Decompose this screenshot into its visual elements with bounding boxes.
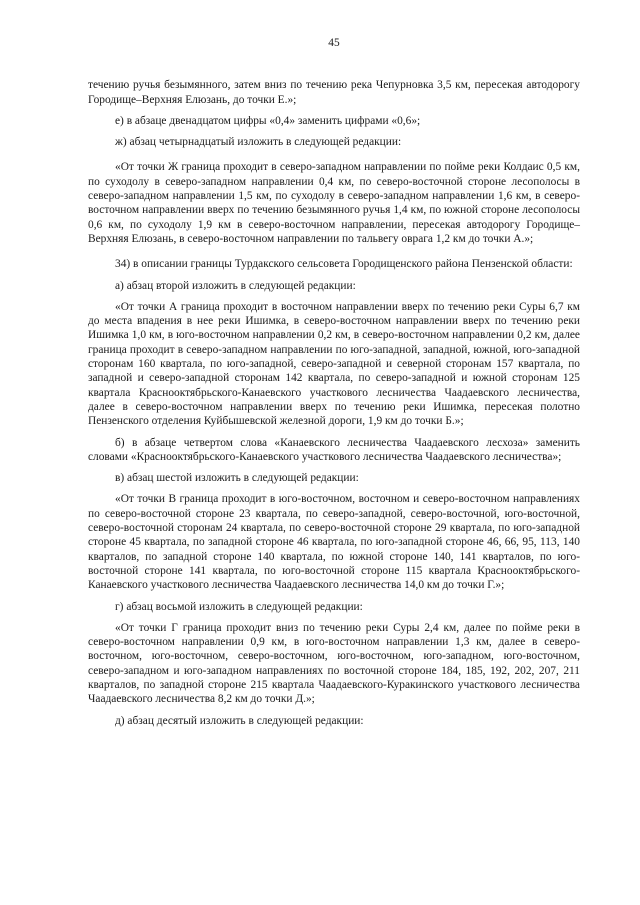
paragraph-3: ж) абзац четырнадцатый изложить в следующей редакции: — [115, 136, 402, 149]
page-number: 45 — [328, 37, 340, 49]
paragraph-12: «От точки Г граница проходит вниз по течению реки Суры 2,4 км, далее по пойме реки в северо-восточном направлении 0,9 км, в юго-восточном направлении 1,3 км, далее в северо-восточном, юго-восточном, северо-восточном, юго-восточном, юго-западном, юго-восточном, северо-западном и юго-западном направлениях по восточной стороне 184, 185, 192, 202, 207, 211 кварталов, по западной стороне 215 квартала Чаадаевского-Куракинского участкового лесничества Чаадаевского лесничества 8,2 км до точки Д.»; — [88, 621, 580, 706]
paragraph-13: д) абзац десятый изложить в следующей редакции: — [115, 714, 364, 727]
paragraph-1: течению ручья безымянного, затем вниз по течению река Чепурновка 3,5 км, пересекая автодорогу Городище–Верхняя Елюзань, до точки Е.»; — [88, 79, 580, 106]
paragraph-7: «От точки А граница проходит в восточном направлении вверх по течению реки Суры 6,7 км до места впадения в нее реки Ишимка, в северо-восточном направлении вверх по течению реки Ишимка 1,0 км, в юго-восточном направлении 0,2 км, в северо-восточном направлении 0,2 км, далее граница проходит в северо-западном направлении по юго-западной, западной, южной, юго-западной сторонам 160 квартала, по юго-западной, северо-западной и северной сторонам 157 квартала, по западной и северо-западной сторонам 142 квартала, по северо-западной и южной сторонам 125 квартала Краснооктябрьского-Канаевского участкового лесничества Чаадаевского лесничества, далее в северо-восточном направлении вверх по течению реки Ишимка, пересекая полотно Пензенского отделения Куйбышевской железной дороги, 1,9 км до точки Б.»; — [88, 300, 580, 428]
paragraph-11: г) абзац восьмой изложить в следующей редакции: — [115, 600, 363, 613]
paragraph-10: «От точки В граница проходит в юго-восточном, восточном и северо-восточном направлениях по северо-восточной стороне 23 квартала, по северо-западной, северо-восточной, юго-восточной, северо-восточной сторонам 24 квартала, по северо-восточной стороне 29 квартала, по юго-западной стороне 45 квартала, по западной стороне 46 квартала, по юго-западной стороне 46, 66, 95, 113, 140 кварталов, по западной стороне 140 квартала, по южной стороне 140, 141 кварталов, по юго-восточной стороне 141 квартала, по юго-восточной стороне 115 квартала Краснооктябрьского-Канаевского участкового лесничества Чаадаевского лесничества 14,0 км до точки Г.»; — [88, 493, 580, 592]
paragraph-6: а) абзац второй изложить в следующей редакции: — [115, 279, 356, 292]
paragraph-9: в) абзац шестой изложить в следующей редакции: — [115, 472, 359, 485]
paragraph-8: б) в абзаце четвертом слова «Канаевского лесничества Чаадаевского лесхоза» заменить словами «Краснооктябрьского-Канаевского участкового лесничества Чаадаевского лесничества»; — [88, 436, 580, 463]
paragraph-4: «От точки Ж граница проходит в северо-западном направлении по пойме реки Колдаис 0,5 км, по суходолу в северо-западном направлении 0,4 км, по северо-восточной стороне лесополосы в северо-западном направлении 1,5 км, по суходолу в северо-западном направлении 1,6 км, в северо-восточном направлении вверх по течению безымянного ручья 1,4 км, по южной стороне лесополосы 0,6 км, по суходолу 1,9 км в северо-восточном направлении, пересекая автодорогу Городище–Верхняя Елюзань, в северо-восточном направлении по тальвегу оврага 1,2 км до точки А.»; — [88, 161, 580, 245]
paragraph-2: е) в абзаце двенадцатом цифры «0,4» заменить цифрами «0,6»; — [115, 114, 421, 127]
paragraph-5: 34) в описании границы Турдакского сельсовета Городищенского района Пензенской области: — [115, 258, 573, 271]
